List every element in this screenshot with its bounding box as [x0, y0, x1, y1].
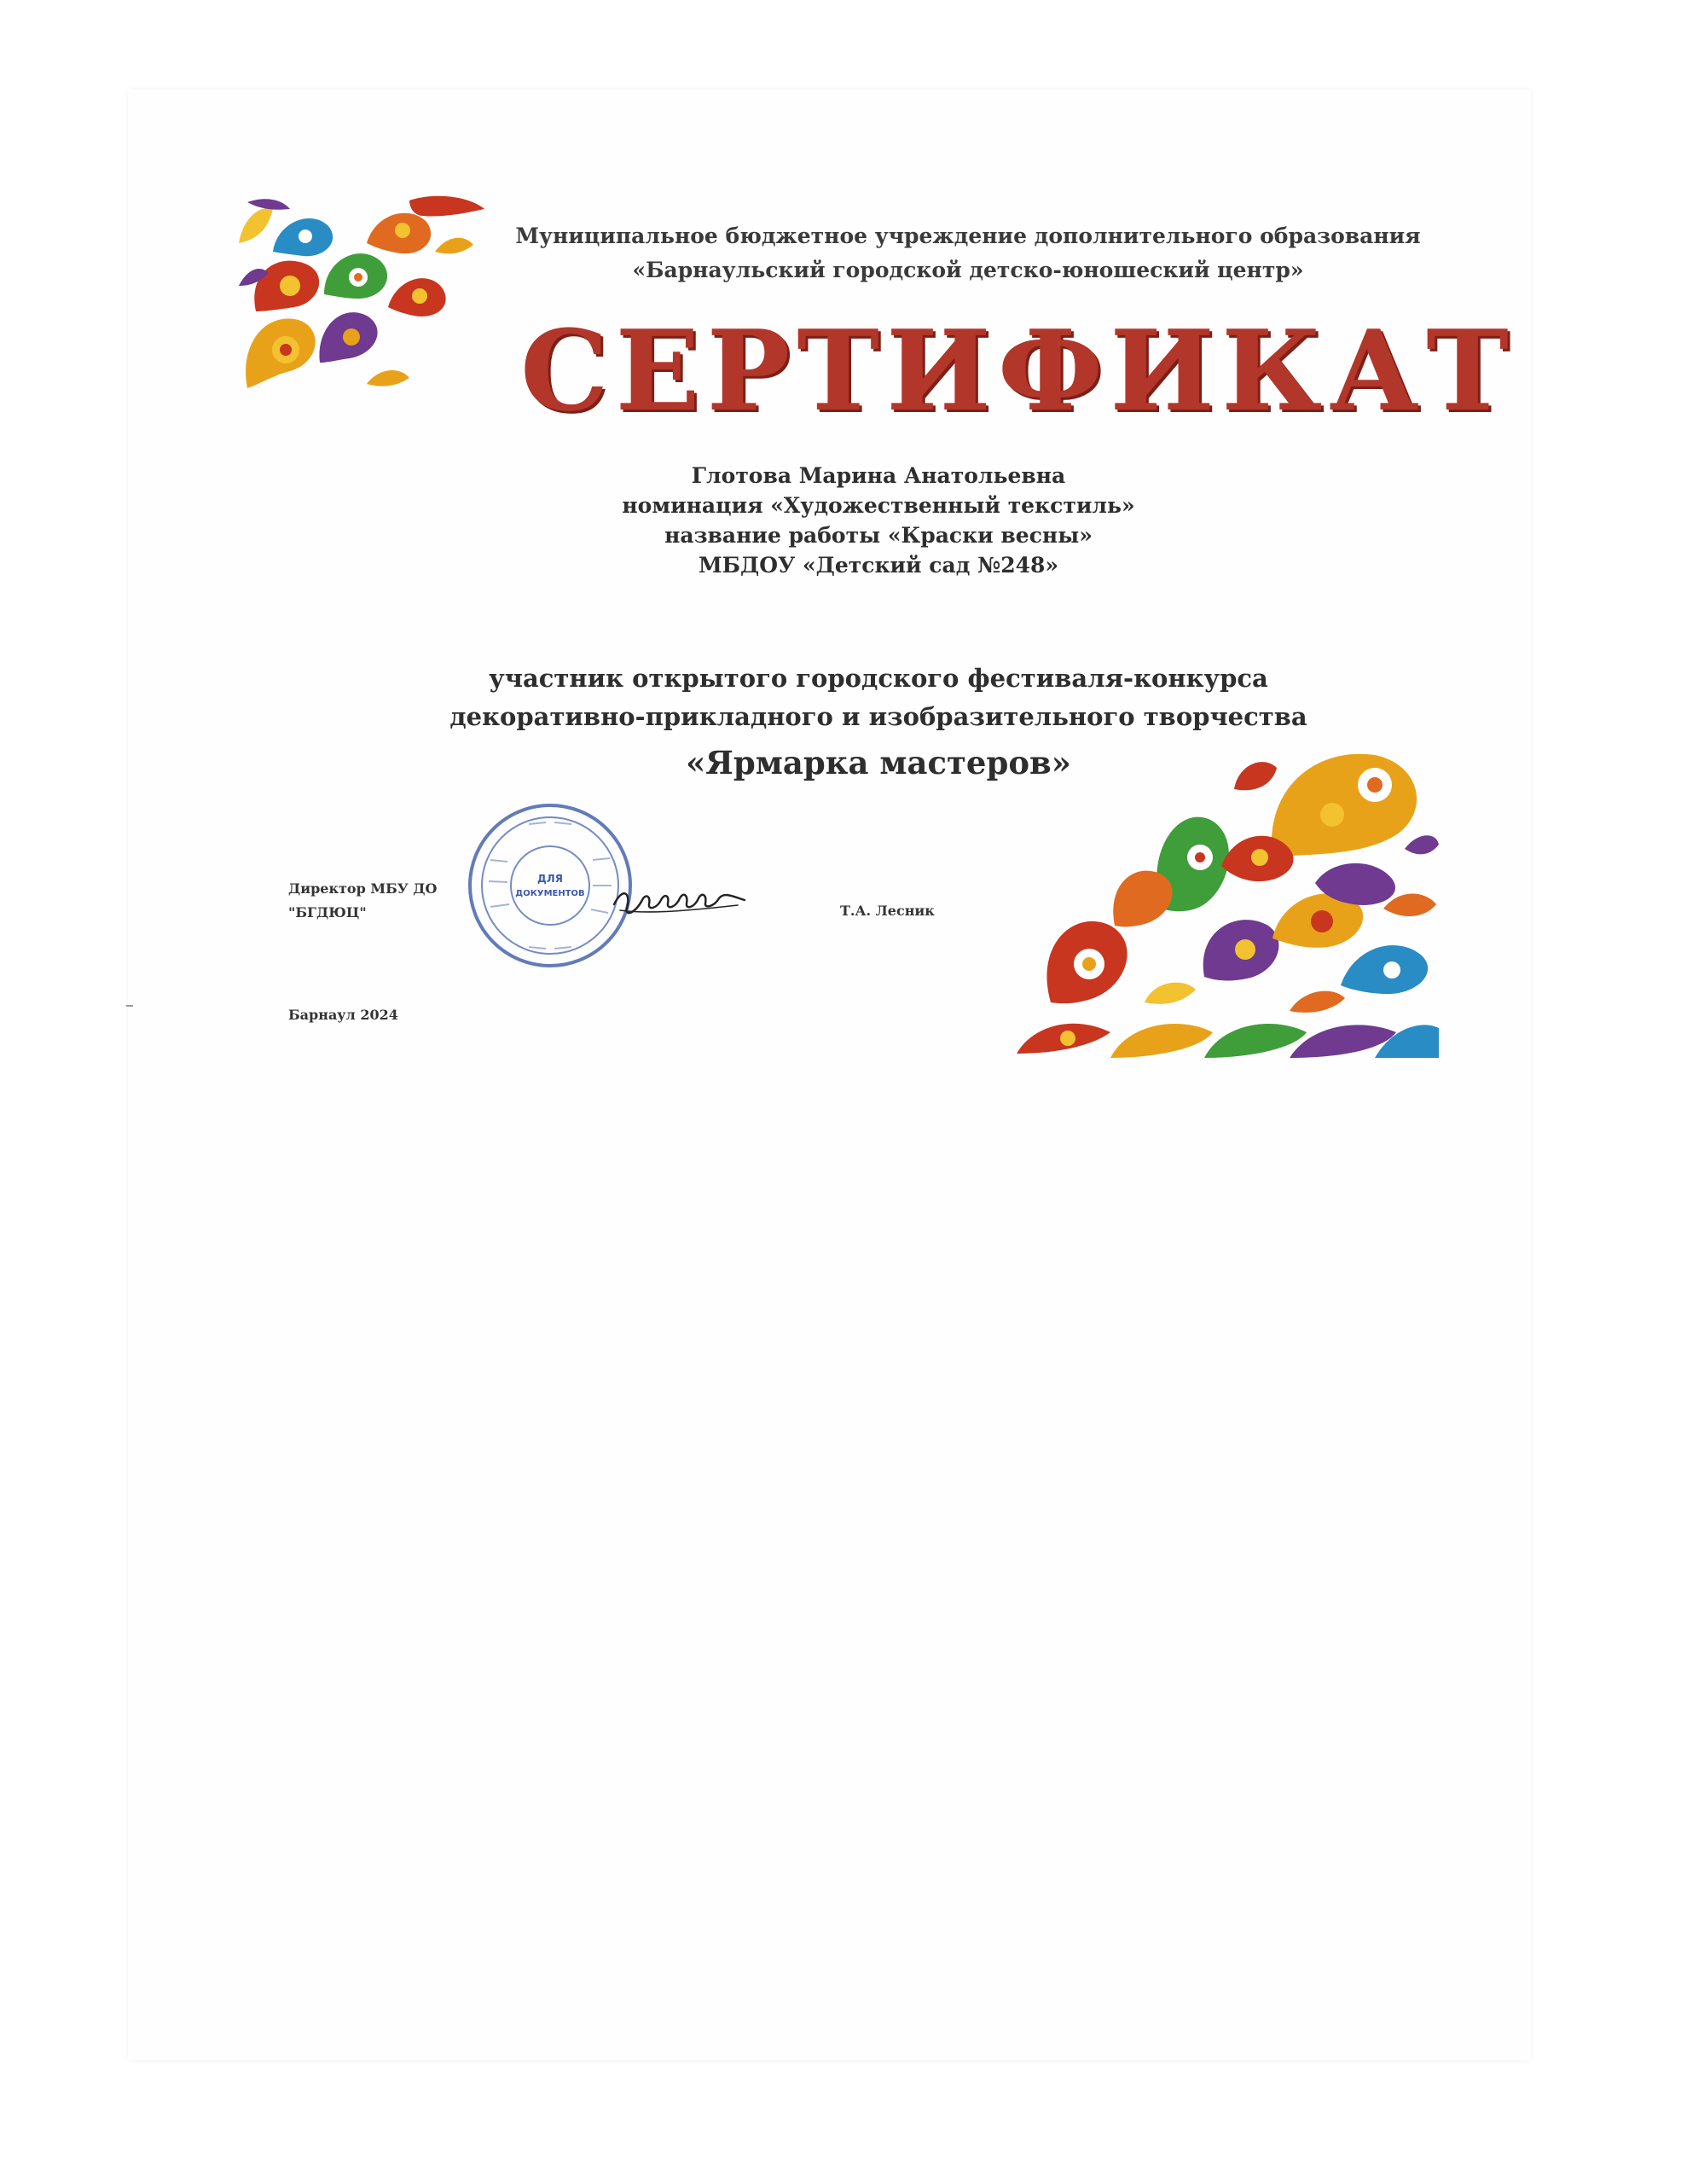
- event-name: «Ярмарка мастеров»: [686, 744, 1071, 781]
- institution-line-2: «Барнаульский городской детско-юношеский центр»: [632, 258, 1304, 282]
- participant-line: участник открытого городского фестиваля-конкурса: [489, 664, 1268, 693]
- recipient-name: Глотова Марина Анатольевна: [691, 463, 1066, 488]
- stamp-text-1: ДЛЯ: [537, 873, 563, 885]
- director-organization: "БГДЮЦ": [288, 904, 367, 921]
- organization: МБДОУ «Детский сад №248»: [698, 553, 1059, 578]
- place-and-year: Барнаул 2024: [288, 1007, 398, 1023]
- work-title: название работы «Краски весны»: [664, 523, 1093, 548]
- paisley-ornament-top-left: [239, 192, 486, 392]
- stamp-text-2: ДОКУМЕНТОВ: [515, 889, 585, 898]
- nomination: номинация «Художественный текстиль»: [622, 493, 1135, 518]
- paisley-ornament-bottom-right: [1017, 729, 1439, 1058]
- director-name: Т.А. Лесник: [840, 903, 935, 919]
- scan-mark: [126, 1005, 133, 1007]
- director-position: Директор МБУ ДО: [288, 880, 438, 897]
- institution-line-1: Муниципальное бюджетное учреждение дополнительного образования: [515, 224, 1421, 248]
- contest-description: декоративно-прикладного и изобразительного творчества: [449, 702, 1307, 731]
- handwritten-signature: [610, 874, 751, 926]
- certificate-title: СЕРТИФИКАТ: [520, 305, 1516, 436]
